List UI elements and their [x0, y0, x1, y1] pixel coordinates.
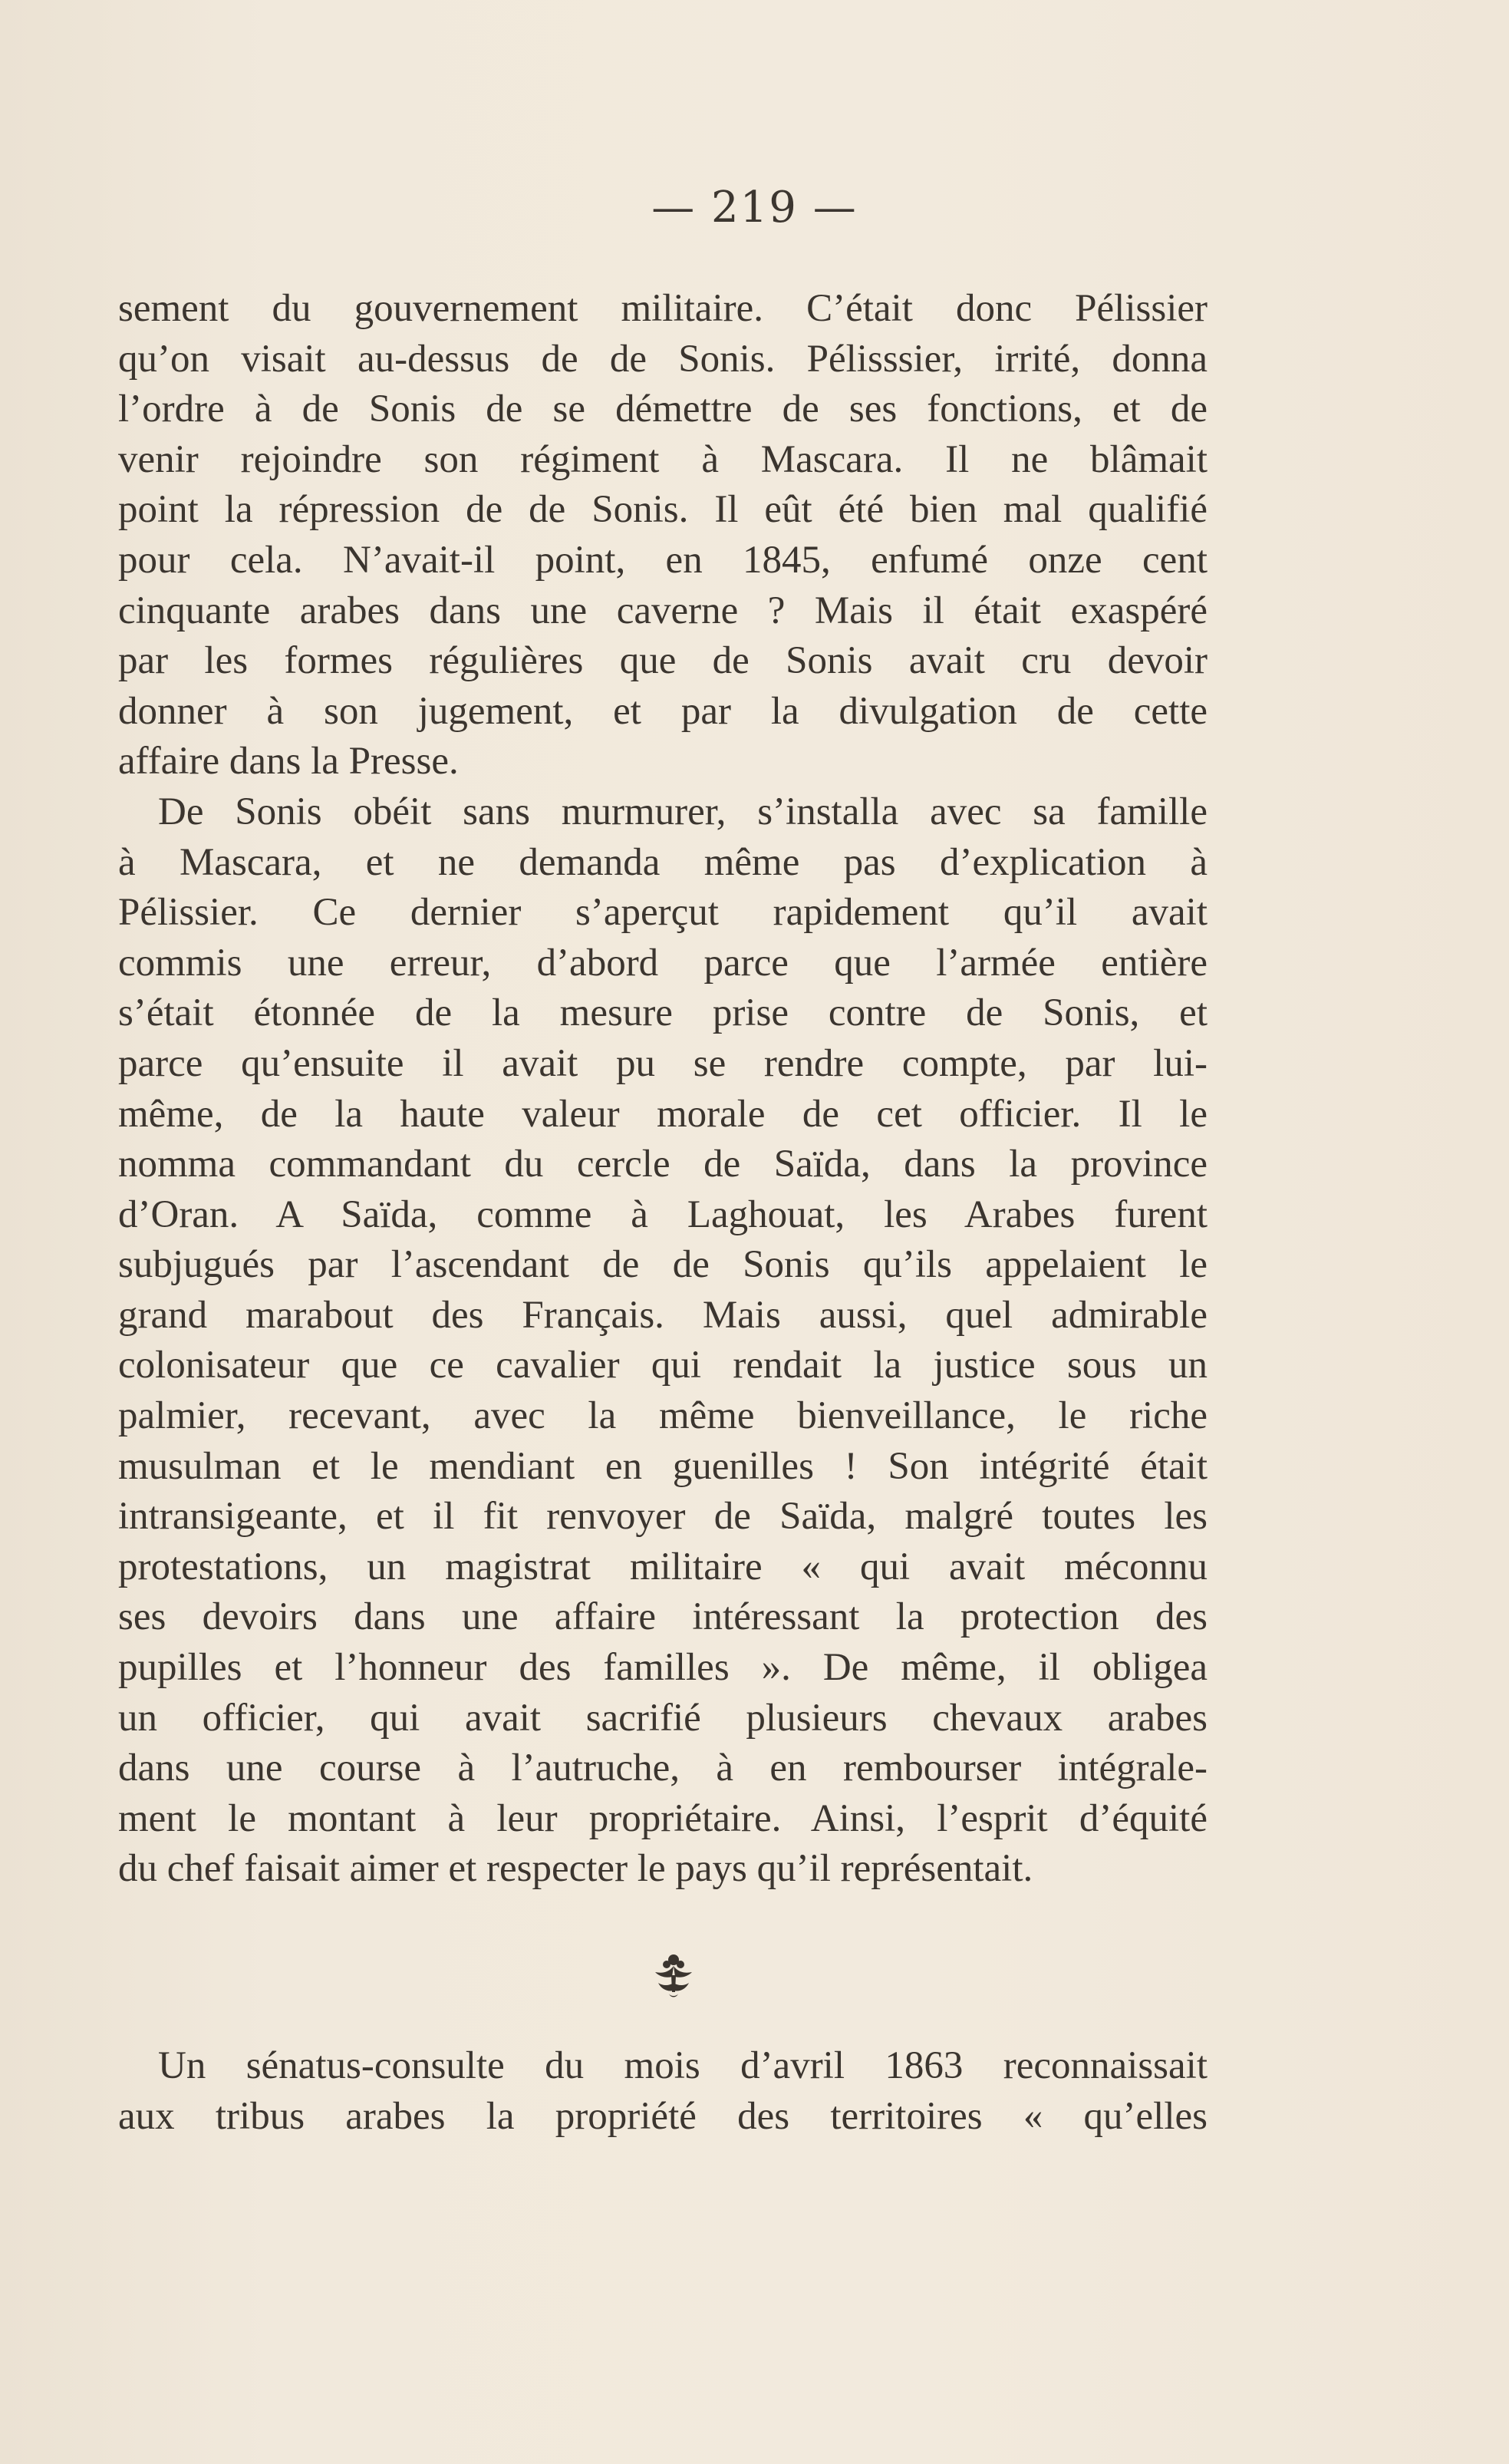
text-line: subjugués par l’ascendant de de Sonis qu’ils appelaient le	[118, 1243, 1208, 1287]
text-line: donner à son jugement, et par la divulgation de cette	[118, 689, 1208, 733]
text-line: un officier, qui avait sacrifié plusieurs chevaux arabes	[118, 1696, 1208, 1740]
text-line: ment le montant à leur propriétaire. Ainsi, l’esprit d’équité	[118, 1796, 1208, 1840]
text-line: Pélissier. Ce dernier s’aperçut rapidement qu’il avait	[118, 891, 1208, 935]
text-line: sement du gouvernement militaire. C’était donc Pélissier	[118, 287, 1208, 330]
paragraph-1	[118, 284, 1208, 787]
body-text-top	[118, 284, 1208, 1895]
text-line: même, de la haute valeur morale de cet officier. Il le	[118, 1092, 1208, 1136]
body-text-bottom	[118, 2041, 1208, 2142]
text-line: Un sénatus-consulte du mois d’avril 1863 reconnaissait	[158, 2044, 1208, 2087]
text-line: point la répression de de Sonis. Il eût été bien mal qualifié	[118, 488, 1208, 532]
text-line: du chef faisait aimer et respecter le pays qu’il représentait.	[118, 1847, 1033, 1891]
text-line: par les formes régulières que de Sonis avait cru devoir	[118, 639, 1208, 683]
text-line: pour cela. N’avait-il point, en 1845, enfumé onze cent	[118, 538, 1208, 582]
text-line: à Mascara, et ne demanda même pas d’explication à	[118, 840, 1208, 884]
paragraph-2	[118, 787, 1208, 1895]
text-line: affaire dans la Presse.	[118, 740, 459, 783]
text-line: nomma commandant du cercle de Saïda, dans la province	[118, 1143, 1208, 1186]
text-line: qu’on visait au-dessus de de Sonis. Pélisssier, irrité, donna	[118, 337, 1208, 381]
text-line: ses devoirs dans une affaire intéressant la protection des	[118, 1595, 1208, 1639]
text-line: colonisateur que ce cavalier qui rendait la justice sous un	[118, 1344, 1208, 1387]
text-line: grand marabout des Français. Mais aussi, quel admirable	[118, 1293, 1208, 1337]
text-line: parce qu’ensuite il avait pu se rendre compte, par lui-	[118, 1041, 1208, 1085]
text-line: palmier, recevant, avec la même bienveillance, le riche	[118, 1394, 1208, 1438]
text-line: s’était étonnée de la mesure prise contre de Sonis, et	[118, 991, 1208, 1035]
text-line: commis une erreur, d’abord parce que l’armée entière	[118, 941, 1208, 985]
text-line: l’ordre à de Sonis de se démettre de ses fonctions, et de	[118, 388, 1208, 431]
text-line: De Sonis obéit sans murmurer, s’installa avec sa famille	[158, 790, 1208, 833]
paragraph-3	[118, 2041, 1208, 2142]
text-line: musulman et le mendiant en guenilles ! Son intégrité était	[118, 1444, 1208, 1488]
text-line: pupilles et l’honneur des familles ». De même, il obligea	[118, 1646, 1208, 1690]
text-line: venir rejoindre son régiment à Mascara. Il ne blâmait	[118, 437, 1208, 481]
text-line: aux tribus arabes la propriété des territoires « qu’elles	[118, 2094, 1208, 2138]
fleuron-icon	[643, 1949, 704, 2010]
text-line: d’Oran. A Saïda, comme à Laghouat, les Arabes furent	[118, 1192, 1208, 1236]
text-line: protestations, un magistrat militaire « qui avait méconnu	[118, 1545, 1208, 1588]
page-number: — 219 —	[651, 183, 858, 233]
text-line: dans une course à l’autruche, à en rembourser intégrale-	[118, 1747, 1208, 1790]
text-line: cinquante arabes dans une caverne ? Mais il était exaspéré	[118, 589, 1208, 632]
text-line: intransigeante, et il fit renvoyer de Saïda, malgré toutes les	[118, 1495, 1208, 1539]
